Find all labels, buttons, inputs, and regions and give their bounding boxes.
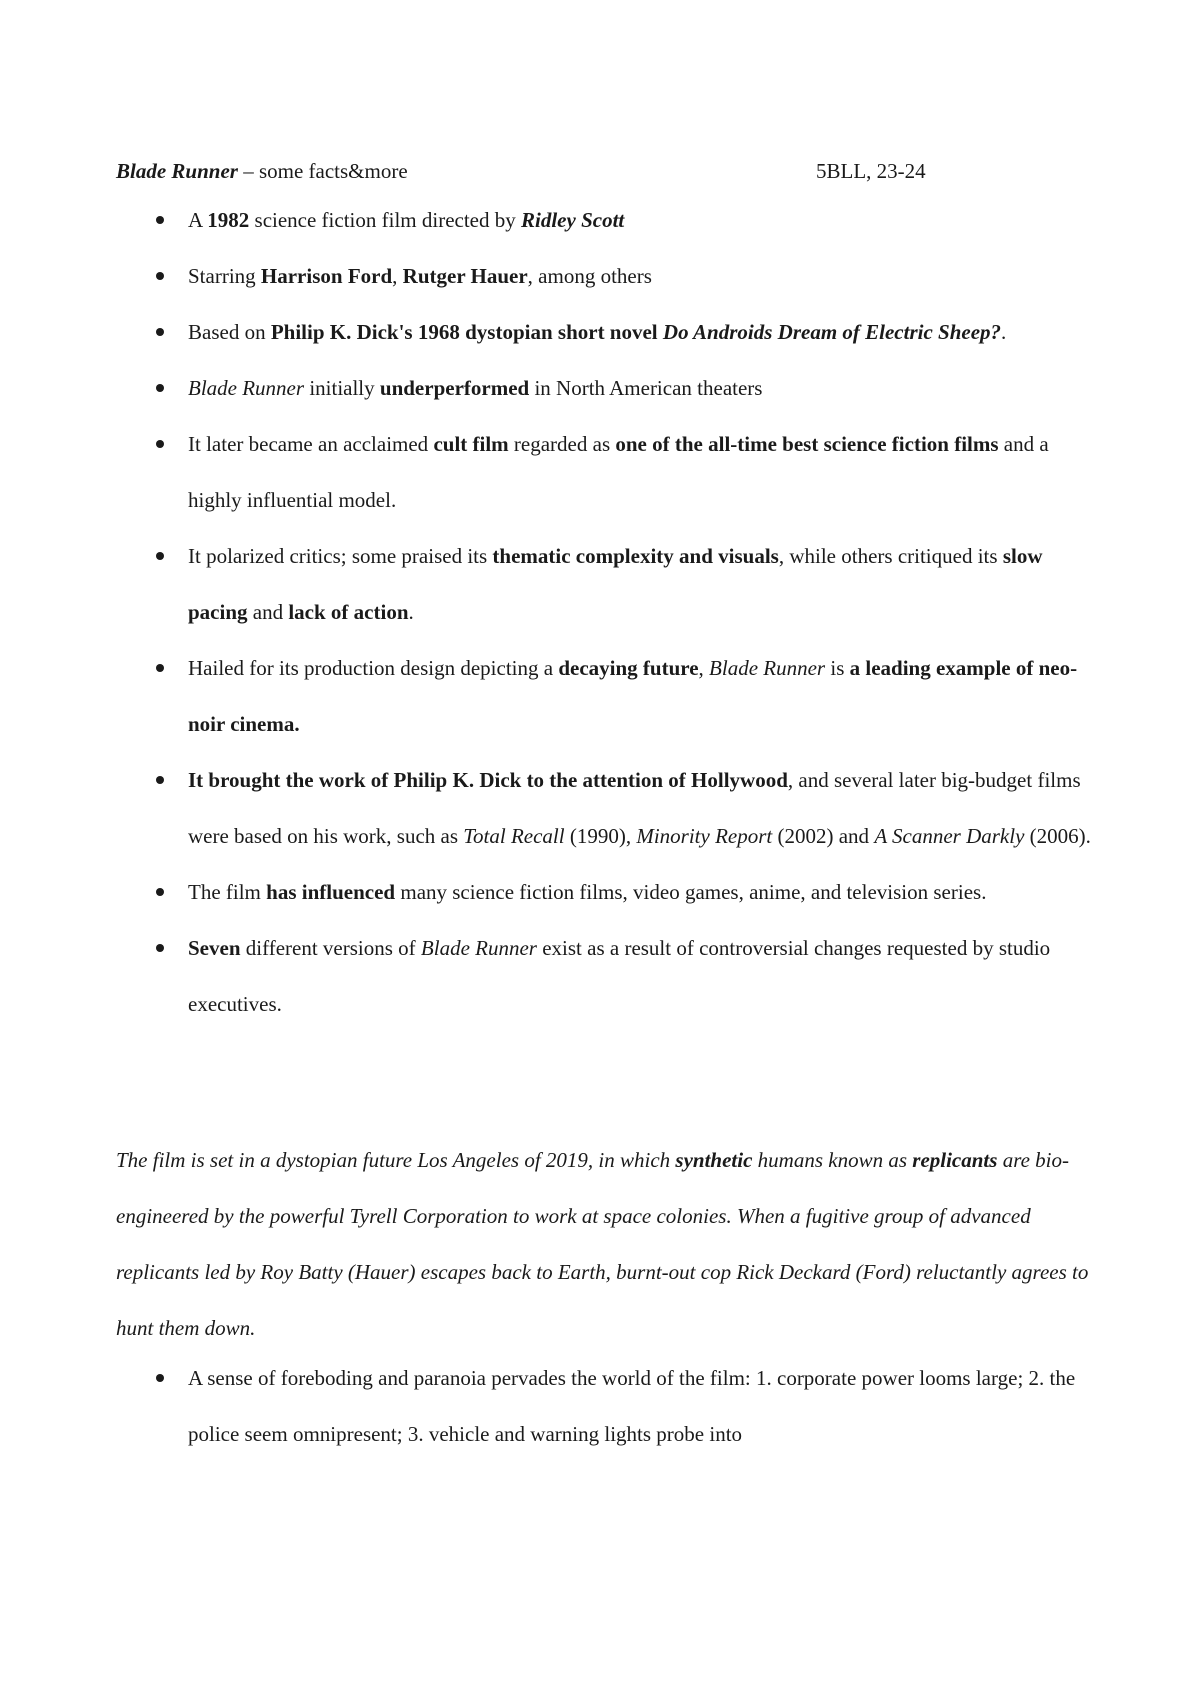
text-run: Minority Report [636, 824, 773, 848]
text-run: a leading example of neo-noir cinema. [188, 656, 1078, 736]
text-run: Seven [188, 936, 241, 960]
list-item [116, 304, 1096, 360]
text-run: The film is set in a dystopian future Los Angeles of 2019, in which [116, 1148, 676, 1172]
text-run: and a highly influential model. [188, 432, 1049, 512]
list-item [116, 1350, 1096, 1462]
text-run: synthetic [675, 1148, 753, 1172]
list-item [116, 640, 1096, 752]
list-item [116, 528, 1096, 640]
title-film-name: Blade Runner [116, 159, 238, 183]
text-run: Hailed for its production design depicting a [188, 656, 559, 680]
text-run: underperformed [379, 376, 530, 400]
list-item [116, 416, 1096, 528]
text-run: Starring [188, 264, 261, 288]
plot-paragraph [116, 1132, 1096, 1356]
text-run: The film [188, 880, 267, 904]
text-run: A Scanner Darkly [874, 824, 1025, 848]
text-run: science fiction film directed by [249, 208, 521, 232]
text-run: Blade Runner [420, 936, 537, 960]
text-run: Do Androids Dream of Electric Sheep? [662, 320, 1002, 344]
text-run: 1982 [207, 208, 250, 232]
text-run: Ridley Scott [521, 208, 625, 232]
facts-list [116, 192, 1096, 1032]
text-run: (2006). [1024, 824, 1091, 848]
text-run: thematic complexity and visuals [492, 544, 779, 568]
text-run: and [247, 600, 289, 624]
text-run: (2002) and [772, 824, 875, 848]
text-run: initially [304, 376, 380, 400]
text-run: has influenced [266, 880, 396, 904]
text-run: . [1001, 320, 1007, 344]
class-label: 5BLL, 23-24 [816, 159, 926, 183]
text-run: is [825, 656, 850, 680]
text-run: A [188, 208, 208, 232]
text-run: It polarized critics; some praised its [188, 544, 493, 568]
list-item [116, 248, 1096, 304]
list-item [116, 864, 1096, 920]
list-item [116, 920, 1096, 1032]
list-item [116, 752, 1096, 864]
list-item [116, 192, 1096, 248]
text-run: (1990), [564, 824, 637, 848]
text-run: different versions of [240, 936, 421, 960]
text-run: one of the all-time best science fiction films [615, 432, 999, 456]
text-run: Harrison Ford [260, 264, 393, 288]
list-item [116, 360, 1096, 416]
title-suffix: – some facts&more [237, 159, 408, 183]
text-run: . [408, 600, 414, 624]
text-run: slow pacing [188, 544, 1043, 624]
text-run: A sense of foreboding and paranoia pervades the world of the film: 1. corporate power looms large; 2. the police seem omnipresent; 3. vehicle and warning lights probe into [188, 1366, 1076, 1446]
text-run: lack of action [288, 600, 409, 624]
text-run: exist as a result of controversial changes requested by studio executives. [188, 936, 1051, 1016]
text-run: , while others critiqued its [778, 544, 1003, 568]
text-run: , and several later big-budget films were based on his work, such as [188, 768, 1081, 848]
text-run: Total Recall [463, 824, 565, 848]
text-run: Blade Runner [188, 376, 305, 400]
text-run: humans known as [752, 1148, 913, 1172]
text-run: Blade Runner [709, 656, 826, 680]
text-run: Based on [188, 320, 271, 344]
text-run: Rutger Hauer [402, 264, 528, 288]
text-run: regarded as [508, 432, 616, 456]
text-run: , [392, 264, 403, 288]
text-run: replicants [912, 1148, 998, 1172]
themes-list [116, 1350, 1096, 1462]
text-run: are bio-engineered by the powerful Tyrell Corporation to work at space colonies. When a fugitive group of advanced replicants led by Roy Batty (Hauer) escapes back to Earth, burnt-out cop Rick Deckard (Ford) reluctantly agrees to hunt them down. [116, 1148, 1089, 1340]
text-run: , [698, 656, 710, 680]
text-run: Philip K. Dick's 1968 dystopian short novel [270, 320, 663, 344]
text-run: in North American theaters [529, 376, 763, 400]
text-run: It later became an acclaimed [188, 432, 434, 456]
text-run: , among others [527, 264, 652, 288]
text-run: cult film [433, 432, 509, 456]
text-run: decaying future [558, 656, 699, 680]
document-header [116, 156, 952, 186]
text-run: many science fiction films, video games, anime, and television series. [395, 880, 987, 904]
document-title [116, 156, 408, 186]
text-run: It brought the work of Philip K. Dick to the attention of Hollywood [188, 768, 788, 792]
